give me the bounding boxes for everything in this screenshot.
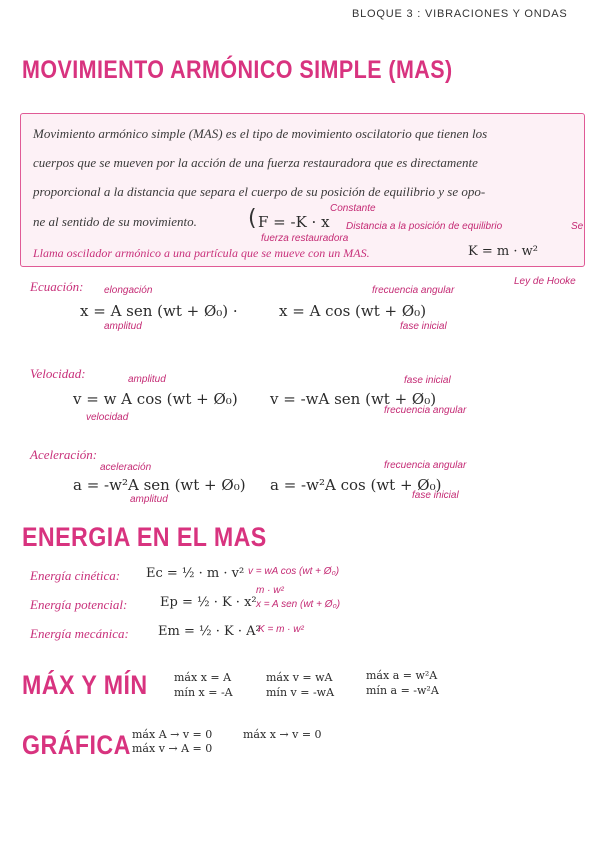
section-velocidad: Velocidad: — [30, 366, 86, 381]
aceleracion-sen: a = -w²A sen (wt + Ø₀) — [73, 476, 246, 494]
hooke-formula: F = -K · x — [258, 213, 330, 231]
section-ecuacion: Ecuación: — [30, 279, 84, 294]
note-frecuencia-angular: frecuencia angular — [384, 405, 467, 416]
grafica-row-2a: máx v → A = 0 — [132, 742, 213, 755]
note-k: K = m · w² — [258, 624, 304, 635]
title-max-min: MÁX Y MÍN — [22, 670, 148, 700]
min-a: mín a = -w²A — [366, 684, 439, 697]
grafica-row-1a: máx A → v = 0 — [132, 728, 213, 741]
note-velocidad: velocidad — [86, 412, 129, 423]
note-elongacion: elongación — [104, 285, 153, 296]
note-mw2: m · w² — [256, 585, 284, 596]
note-aceleracion: aceleración — [100, 462, 152, 473]
aceleracion-cos: a = -w²A cos (wt + Ø₀) — [270, 476, 442, 494]
note-x: x = A sen (wt + Ø₀) — [256, 599, 341, 610]
definition-line-5: Llama oscilador armónico a una partícula que se mueve con un MAS. — [33, 246, 370, 260]
note-hooke: Ley de Hooke — [514, 276, 576, 287]
note-se: Se — [571, 221, 584, 232]
note-amplitud: amplitud — [128, 374, 166, 385]
velocidad-sen: v = -wA sen (wt + Ø₀) — [270, 390, 437, 408]
note-constante: Constante — [330, 203, 376, 214]
note-frecuencia-angular: frecuencia angular — [384, 460, 467, 471]
note-fase-inicial: fase inicial — [400, 321, 447, 332]
definition-line-1: Movimiento armónico simple (MAS) es el tipo de movimiento oscilatorio que tienen los — [33, 126, 488, 141]
main-title: MOVIMIENTO ARMÓNICO SIMPLE (MAS) — [22, 56, 453, 84]
definition-line-2: cuerpos que se mueven por la acción de una fuerza restauradora que es directamente — [33, 155, 478, 170]
energia-mecanica-label: Energía mecánica: — [30, 626, 129, 641]
note-amplitud: amplitud — [130, 494, 168, 505]
note-distancia: Distancia a la posición de equilibrio — [346, 221, 503, 232]
min-x: mín x = -A — [174, 686, 233, 699]
ecuacion-cos: x = A cos (wt + Ø₀) — [279, 302, 427, 320]
min-v: mín v = -wA — [266, 686, 335, 699]
velocidad-cos: v = w A cos (wt + Ø₀) — [73, 390, 238, 408]
note-amplitud: amplitud — [104, 321, 142, 332]
energia-cinetica-label: Energía cinética: — [30, 568, 121, 583]
energia-mecanica-formula: Em = ½ · K · A² — [158, 624, 261, 639]
energia-cinetica-formula: Ec = ½ · m · v² — [146, 566, 245, 581]
max-a: máx a = w²A — [366, 669, 438, 682]
bracket-icon: ( — [248, 206, 257, 231]
max-v: máx v = wA — [266, 671, 333, 684]
page-header: BLOQUE 3 : VIBRACIONES Y ONDAS — [352, 8, 568, 20]
title-grafica: GRÁFICA — [22, 730, 131, 760]
definition-line-4: ne al sentido de su movimiento. — [33, 214, 197, 229]
energia-potencial-formula: Ep = ½ · K · x² — [160, 595, 257, 610]
max-x: máx x = A — [174, 671, 232, 684]
note-fase-inicial: fase inicial — [412, 490, 459, 501]
note-fuerza-restauradora: fuerza restauradora — [261, 233, 349, 244]
note-fase-inicial: fase inicial — [404, 375, 451, 386]
k-formula: K = m · w² — [468, 244, 538, 259]
grafica-row-1b: máx x → v = 0 — [243, 728, 322, 741]
section-aceleracion: Aceleración: — [30, 447, 98, 462]
definition-line-3: proporcional a la distancia que separa el cuerpo de su posición de equilibrio y se opo- — [33, 184, 486, 199]
energia-potencial-label: Energía potencial: — [30, 597, 128, 612]
ecuacion-sen: x = A sen (wt + Ø₀) · — [80, 302, 238, 320]
note-frecuencia-angular: frecuencia angular — [372, 285, 455, 296]
note-v: v = wA cos (wt + Ø₀) — [248, 566, 340, 577]
title-energia: ENERGIA EN EL MAS — [22, 522, 267, 552]
